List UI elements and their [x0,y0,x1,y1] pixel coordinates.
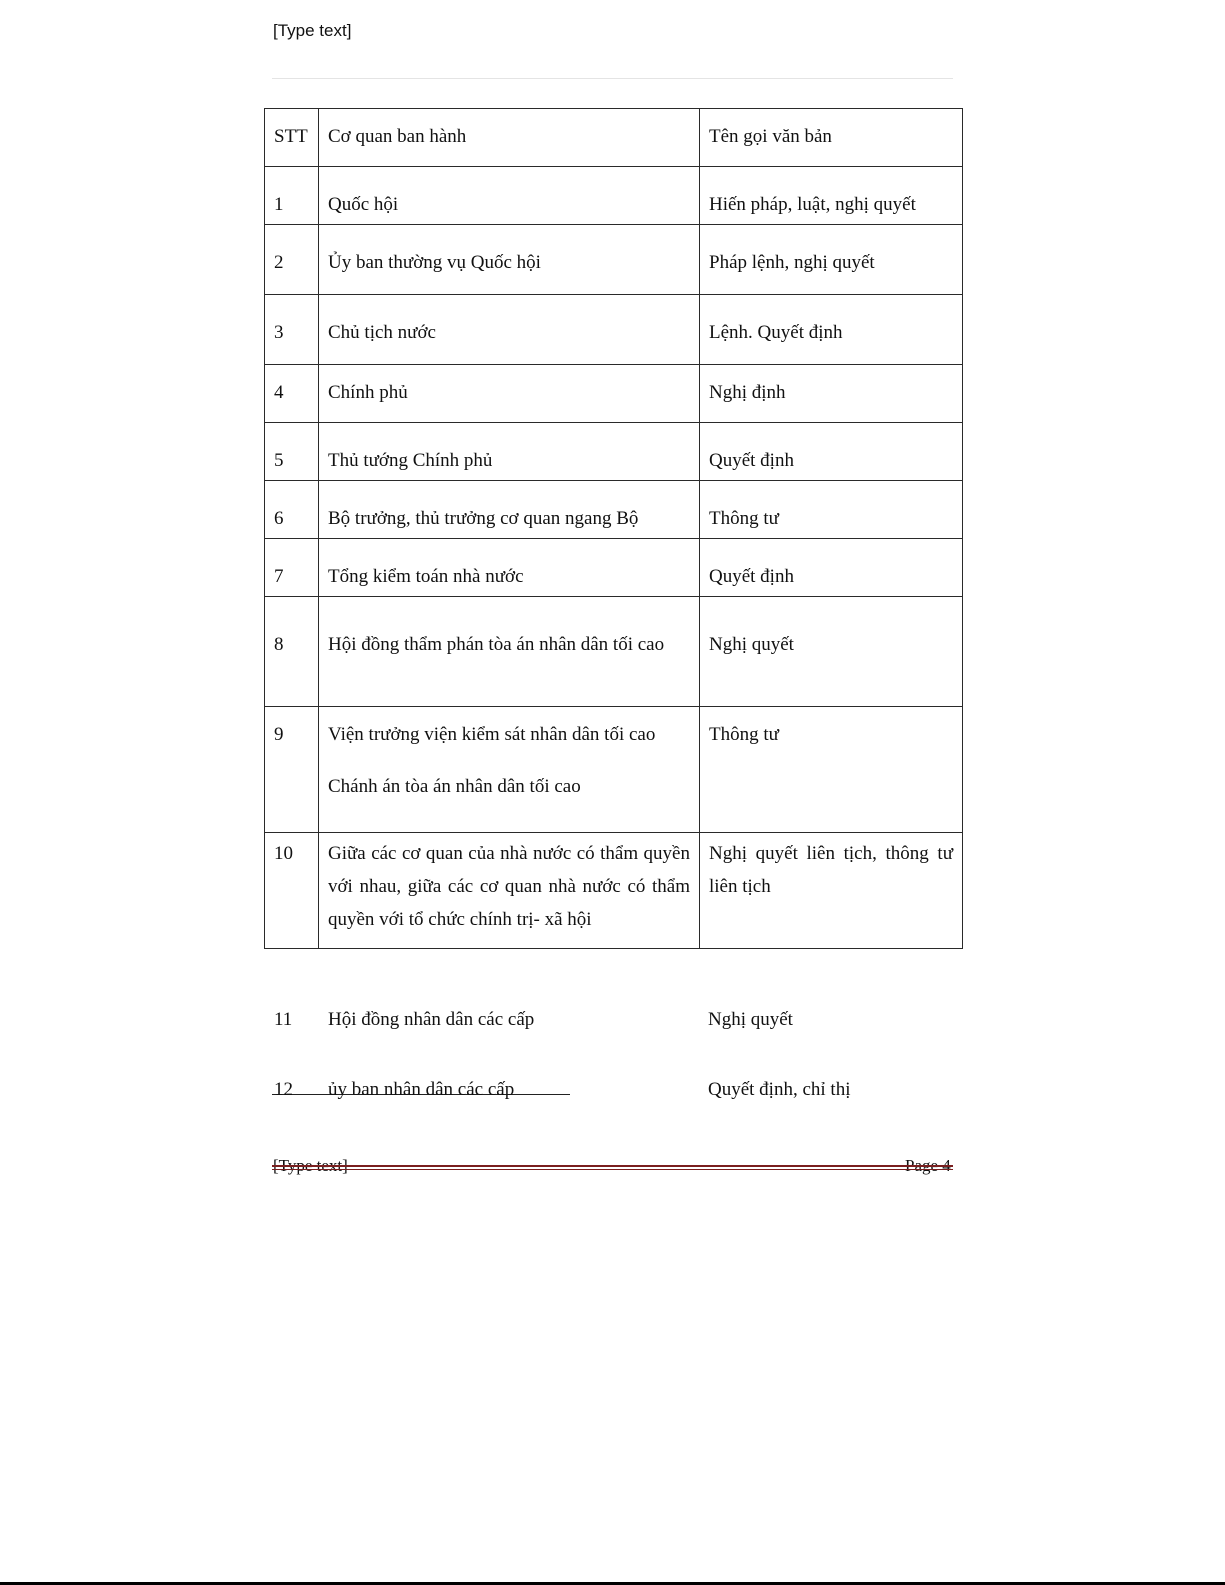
table-row [265,833,963,949]
extra-row-type: Nghị quyết [708,1009,793,1030]
cell-type: Quyết định [700,539,963,597]
cell-type: Thông tư [700,707,963,833]
footer-page-number: Page 4 [905,1156,951,1175]
header-divider [272,78,953,79]
cell-type: Nghị quyết [700,597,963,707]
table-row [265,539,963,597]
cell-stt: 9 [265,707,319,833]
cell-type: Hiến pháp, luật, nghị quyết [700,167,963,225]
table-header-row [265,109,963,167]
table-row [265,365,963,423]
header-cell-stt: STT [265,109,319,167]
cell-type: Lệnh. Quyết định [700,295,963,365]
table-row [265,707,963,833]
cell-org: Giữa các cơ quan của nhà nước có thẩm quyền với nhau, giữa các cơ quan nhà nước có thẩm quyền với tổ chức chính trị- xã hội [319,833,700,949]
extra-row-stt: 12 [274,1079,293,1100]
cell-type: Nghị định [700,365,963,423]
cell-org-line: Chánh án tòa án nhân dân tối cao [328,776,581,797]
header-cell-type: Tên gọi văn bản [700,109,963,167]
cell-stt: 7 [265,539,319,597]
table-row [265,295,963,365]
cell-stt: 6 [265,481,319,539]
cell-type: Nghị quyết liên tịch, thông tư liên tịch [700,833,963,949]
cell-org: Hội đồng thẩm phán tòa án nhân dân tối cao [319,597,700,707]
extra-row-org: ủy ban nhân dân các cấp [328,1079,515,1100]
cell-stt: 3 [265,295,319,365]
cell-stt: 10 [265,833,319,949]
cell-stt: 5 [265,423,319,481]
cell-org: Chính phủ [319,365,700,423]
cell-org: Thủ tướng Chính phủ [319,423,700,481]
cell-org [319,707,700,833]
cell-org-line: Viện trưởng viện kiểm sát nhân dân tối cao [328,724,656,745]
table-row [265,167,963,225]
footer-divider [272,1165,953,1170]
cell-org: Tổng kiểm toán nhà nước [319,539,700,597]
footer-left-text: [Type text] [273,1156,348,1175]
cell-stt: 2 [265,225,319,295]
cell-type: Quyết định [700,423,963,481]
cell-stt: 4 [265,365,319,423]
cell-stt: 1 [265,167,319,225]
table-row [265,481,963,539]
cell-type: Pháp lệnh, nghị quyết [700,225,963,295]
cell-org: Quốc hội [319,167,700,225]
table-row [265,597,963,707]
header-cell-org: Cơ quan ban hành [319,109,700,167]
table-row [265,423,963,481]
extra-row-stt: 11 [274,1009,293,1030]
table-row [265,225,963,295]
extra-row-org: Hội đồng nhân dân các cấp [328,1009,535,1030]
cell-org: Chủ tịch nước [319,295,700,365]
cell-org: Bộ trưởng, thủ trưởng cơ quan ngang Bộ [319,481,700,539]
cell-org: Ủy ban thường vụ Quốc hội [319,225,700,295]
page-header-text: [Type text] [273,21,352,40]
document-table [264,108,963,949]
cell-type: Thông tư [700,481,963,539]
extra-row-type: Quyết định, chỉ thị [708,1079,851,1100]
cell-stt: 8 [265,597,319,707]
